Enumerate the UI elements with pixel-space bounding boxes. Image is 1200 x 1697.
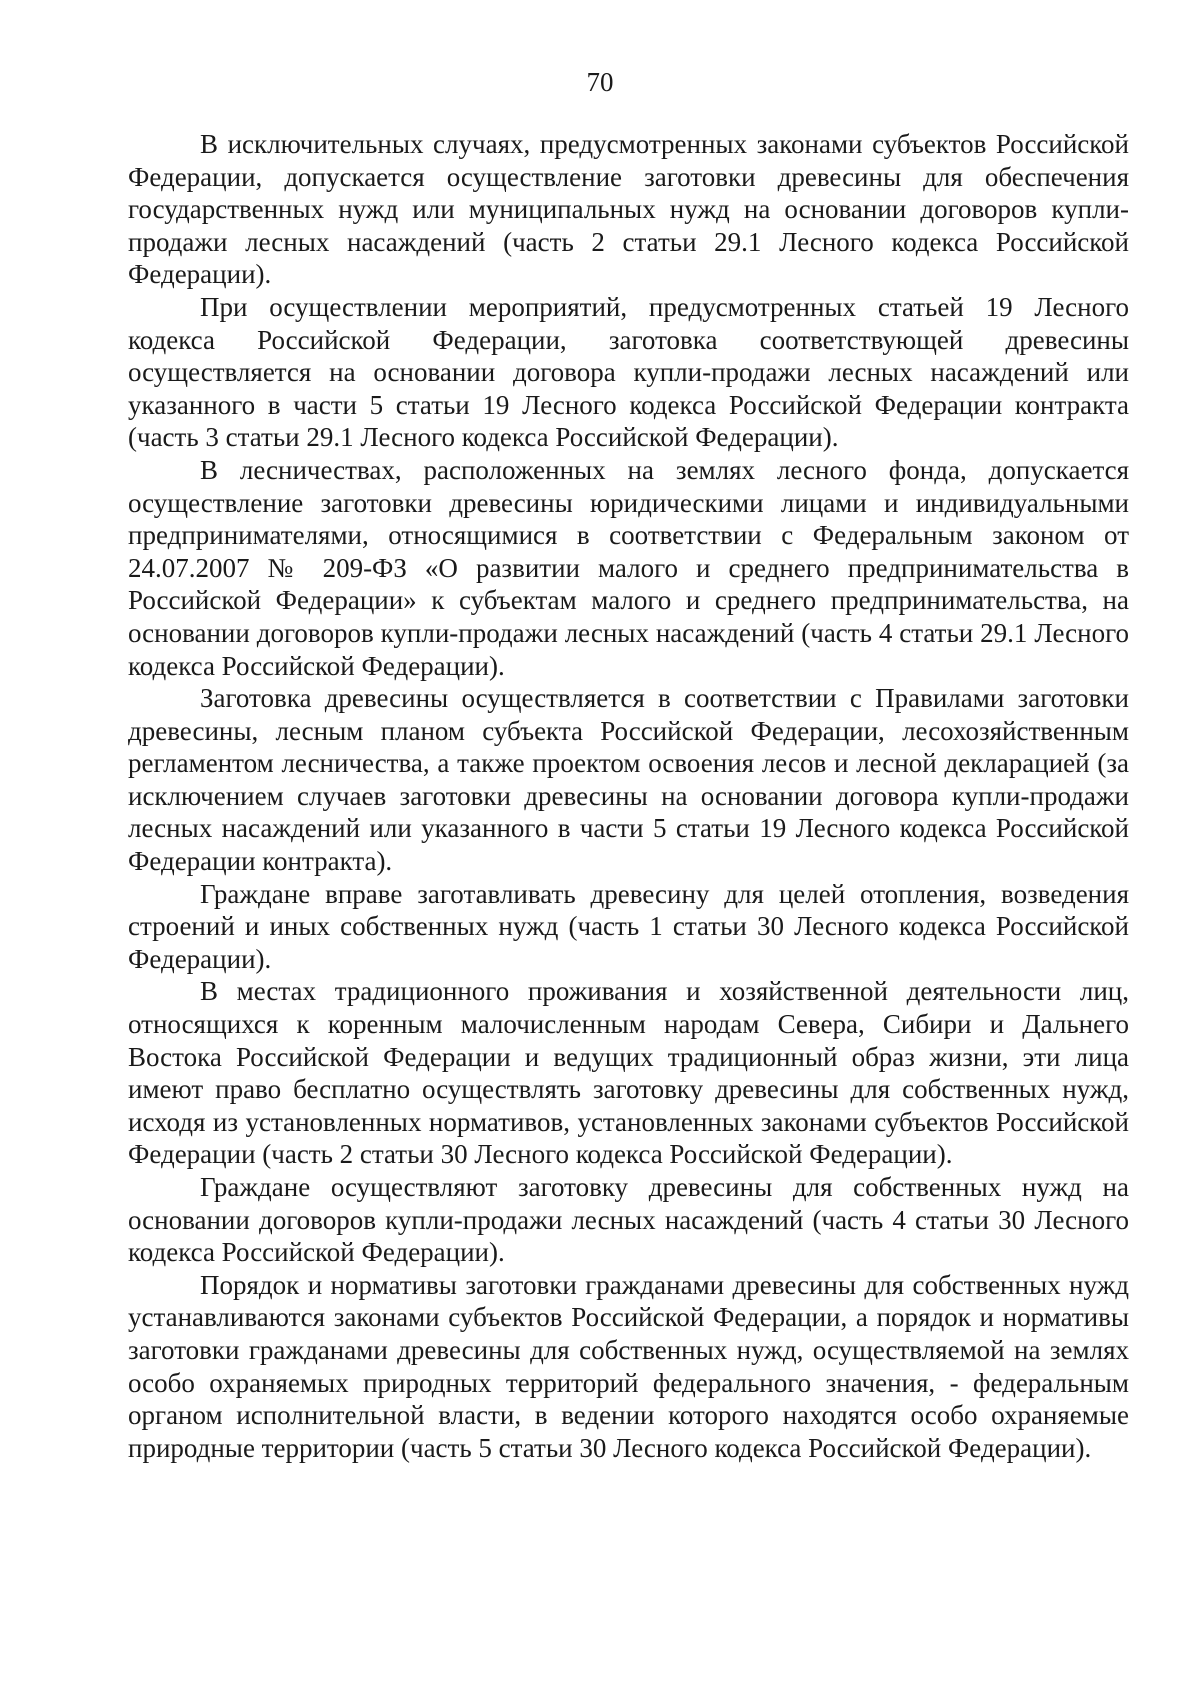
paragraph: В исключительных случаях, предусмотренных законами субъектов Российской Федерации, допускается осуществление заготовки древесины для обеспечения государственных нужд или муниципальных нужд на основании договоров купли-продажи лесных насаждений (часть 2 статьи 29.1 Лесного кодекса Российской Федерации). xyxy=(128,129,1129,290)
paragraph: Порядок и нормативы заготовки гражданами древесины для собственных нужд устанавливаются законами субъектов Российской Федерации, а порядок и нормативы заготовки гражданами древесины для собственных нужд, осуществляемой на землях особо охраняемых природных территорий федерального значения, - федеральным органом исполнительной власти, в ведении которого находятся особо охраняемые природные территории (часть 5 статьи 30 Лесного кодекса Российской Федерации). xyxy=(128,1269,1129,1463)
paragraph: В местах традиционного проживания и хозяйственной деятельности лиц, относящихся к коренным малочисленным народам Севера, Сибири и Дальнего Востока Российской Федерации и ведущих традиционный образ жизни, эти лица имеют право бесплатно осуществлять заготовку древесины для собственных нужд, исходя из установленных нормативов, установленных законами субъектов Российской Федерации (часть 2 статьи 30 Лесного кодекса Российской Федерации). xyxy=(128,976,1129,1170)
paragraph: При осуществлении мероприятий, предусмотренных статьей 19 Лесного кодекса Российской Федерации, заготовка соответствующей древесины осуществляется на основании договора купли-продажи лесных насаждений или указанного в части 5 статьи 19 Лесного кодекса Российской Федерации контракта (часть 3 статьи 29.1 Лесного кодекса Российской Федерации). xyxy=(128,291,1129,453)
paragraph: Граждане вправе заготавливать древесину для целей отопления, возведения строений и иных собственных нужд (часть 1 статьи 30 Лесного кодекса Российской Федерации). xyxy=(128,878,1129,974)
paragraph: Заготовка древесины осуществляется в соответствии с Правилами заготовки древесины, лесным планом субъекта Российской Федерации, лесохозяйственным регламентом лесничества, а также проектом освоения лесов и лесной декларацией (за исключением случаев заготовки древесины на основании договора купли-продажи лесных насаждений или указанного в части 5 статьи 19 Лесного кодекса Российской Федерации контракта). xyxy=(128,683,1129,877)
paragraph: В лесничествах, расположенных на землях лесного фонда, допускается осуществление заготовки древесины юридическими лицами и индивидуальными предпринимателями, относящимися в соответствии с Федеральным законом от 24.07.2007 № 209-ФЗ «О развитии малого и среднего предпринимательства в Российской Федерации» к субъектам малого и среднего предпринимательства, на основании договоров купли-продажи лесных насаждений (часть 4 статьи 29.1 Лесного кодекса Российской Федерации). xyxy=(128,454,1129,681)
body-text xyxy=(128,128,1129,1464)
paragraph: Граждане осуществляют заготовку древесины для собственных нужд на основании договоров купли-продажи лесных насаждений (часть 4 статьи 30 Лесного кодекса Российской Федерации). xyxy=(128,1172,1129,1268)
page-number: 70 xyxy=(586,67,614,97)
